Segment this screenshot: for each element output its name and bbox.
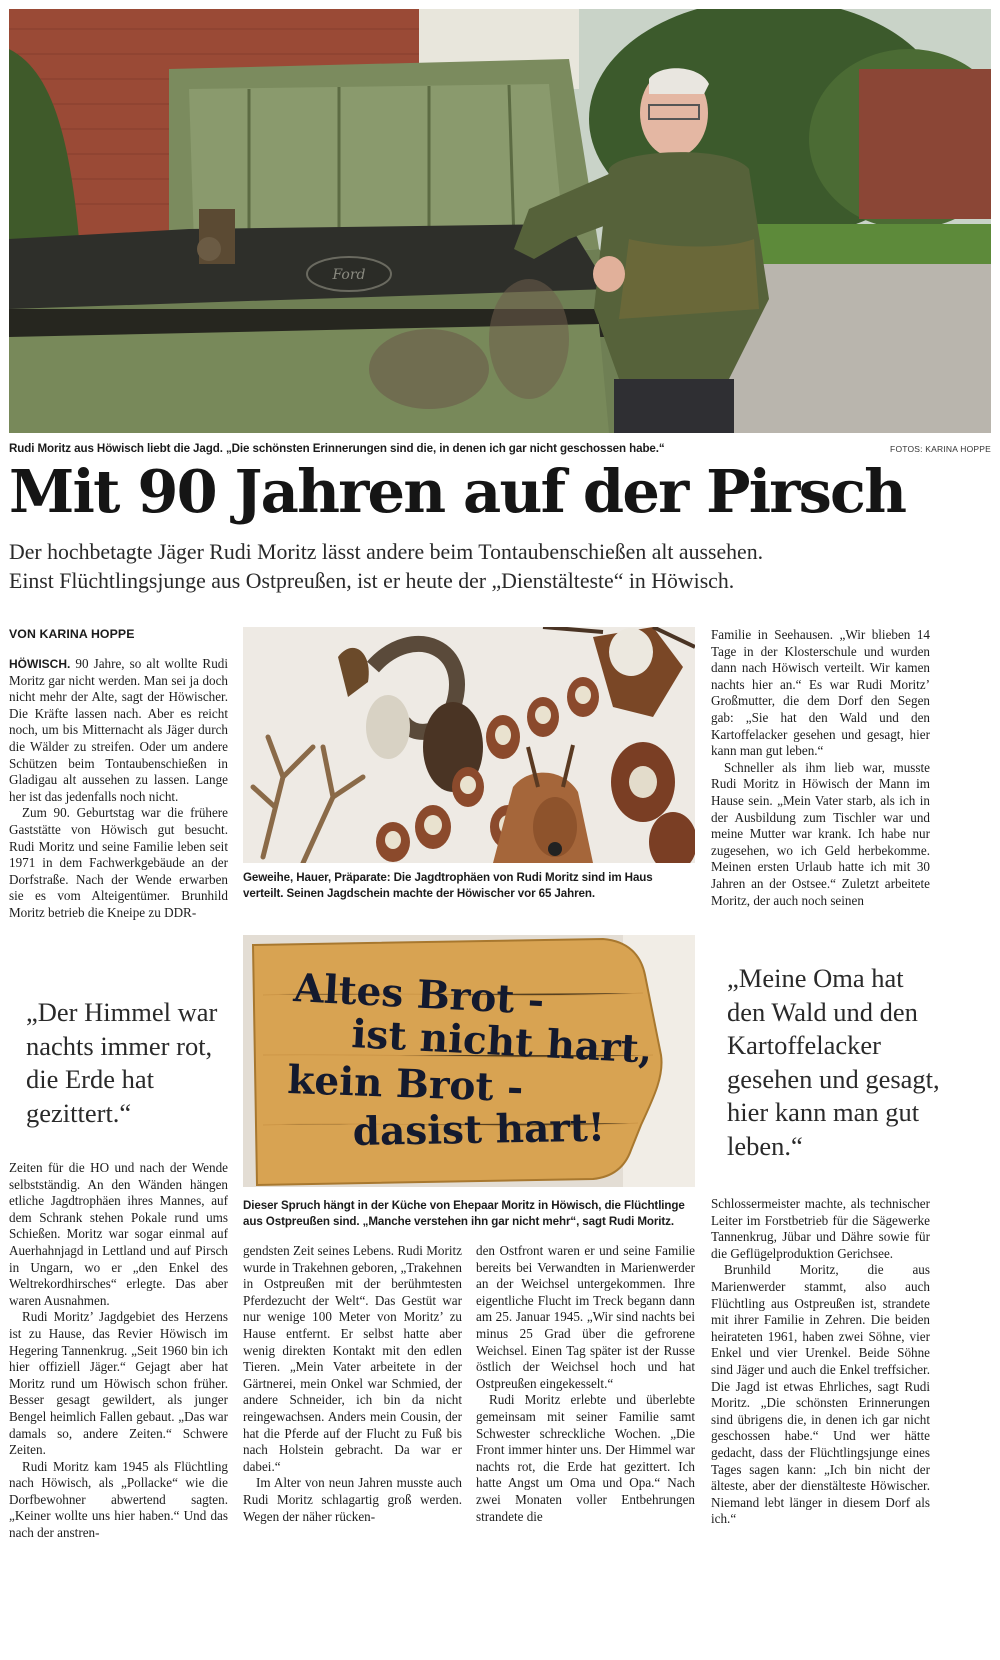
top-photo-caption: Rudi Moritz aus Höwisch liebt die Jagd. „Die schönsten Erinnerungen sind die, in denen ich gar nicht geschossen habe.“ [9, 442, 665, 455]
paragraph: den Ostfront waren er und seine Familie bereits bei Verwandten in Marienwerder an der Weichsel untergekommen. Ihre eigentliche Flucht im Treck begann dann am 25. Januar 1945. „Wir sind nachts bei minus 25 Grad über die gefrorene Weichsel. Einen Tag später ist der Russe östlich der Weichsel hoch und hat Ostpreußen eingekesselt.“ [476, 1243, 695, 1391]
paragraph: Zum 90. Geburtstag war die frühere Gaststätte von Höwisch gut besucht. Rudi Moritz und seine Familie leben seit 1971 in dem Fachwerkgebäude an der Dorfstraße. Nach der Wende erwarben sie es vom Alteigentümer. Brunhild Moritz betrieb die Kneipe zu DDR- [9, 805, 228, 920]
sign-photo [243, 935, 695, 1187]
trophy-photo [243, 627, 695, 863]
sign-text-line-3: kein Brot - [286, 1057, 525, 1112]
article-column-1-top [9, 656, 228, 922]
paragraph: Rudi Moritz kam 1945 als Flüchtling nach Höwisch, als „Pollacke“ wie die Dorfbewohner abwertend sagten. „Keiner wollte uns hier haben.“ Und das nach der anstren- [9, 1458, 228, 1541]
top-photo [9, 9, 991, 433]
paragraph: Rudi Moritz erlebte und überlebte gemeinsam mit seiner Familie samt Schwester schreckliche Wochen. „Die Front immer hinter uns. Der Himmel war nachts rot, die Erde hat gezittert. Ich hatte Angst um Oma und Opa.“ Nach zwei Monaten voller Entbehrungen strandete die [476, 1392, 695, 1524]
paragraph [9, 656, 228, 805]
truck-badge-text: Ford [332, 267, 366, 283]
dateline: HÖWISCH. [9, 657, 71, 671]
article-column-3-bottom [476, 1243, 695, 1525]
paragraph: Rudi Moritz’ Jagdgebiet des Herzens ist zu Hause, das Revier Höwisch im Hegering Tannenkrug. „Seit 1960 bin ich hier offiziell Jäger.“ Gejagt aber hat Moritz rund um Höwisch schon früher. Besser gesagt gewildert, als junger Bengel heimlich Fallen gebaut. „Das war damals so, andere Zeiten.“ Schwere Zeiten. [9, 1309, 228, 1458]
article-column-4-bottom [711, 1196, 930, 1528]
paragraph: Brunhild Moritz, die aus Marienwerder stammt, also auch Flüchtling aus Ostpreußen ist, strandete mit ihrer Familie in Zehren. Die beiden heirateten 1961, haben zwei Söhne, vier Enkel und vier Urenkel. Beide Söhne sind Jäger und auch die Enkel treffsicher. Die Jagd ist etwas Ehrliches, sagt Rudi Moritz. „Die schönsten Erinnerungen sind übrigens die, in denen ich gar nicht geschossen habe.“ Und wer hätte gedacht, dass der Flüchtlingsjunge eines Tages sagen kann: „Ich bin nicht der älteste, aber der dienstälteste Höwischer. Niemand lebt länger in diesem Dorf als ich.“ [711, 1262, 930, 1527]
paragraph: Schlossermeister machte, als technischer Leiter im Forstbetrieb für die Sägewerke Tannenkrug, Jübar und Dähre sowie für die Geflügelproduktion Gerichsee. [711, 1196, 930, 1261]
byline: VON KARINA HOPPE [9, 627, 135, 641]
sign-text-line-2: ist nicht hart, [350, 1011, 654, 1073]
paragraph: Zeiten für die HO und nach der Wende selbstständig. An den Wänden hängen etliche Jagdtrophäen ihres Mannes, auf dem Schrank stehen Pokale rund ums Schießen. Moritz war sogar einmal auf Auerhahnjagd in Lettland und auf Pirsch in Ungarn, wo er „den Enkel des Weltrekordhirsches“ erlegte. Das aber waren Ausnahmen. [9, 1160, 228, 1308]
article-column-1-bottom [9, 1160, 228, 1542]
pull-quote-left: „Der Himmel war nachts immer rot, die Erde hat gezittert.“ [26, 997, 218, 1128]
pull-quote-right: „Meine Oma hat den Wald und den Kartoffelacker gesehen und gesagt, hier kann man gut leben.“ [727, 963, 940, 1161]
paragraph: Schneller als ihm lieb war, musste Rudi Moritz in Höwisch der Mann im Hause sein. „Mein Vater starb, als ich in der Ausbildung zum Tischler war und meine Mutter war krank. Ich habe nur zugesehen, wo ich Geld herbekomme. Meinen ersten Urlaub hatte ich mit 30 Jahren an der Ostsee.“ Zuletzt arbeitete Moritz, der auch noch seinen [711, 759, 930, 908]
paragraph: Im Alter von neun Jahren musste auch Rudi Moritz schlagartig groß werden. Wegen der näher rücken- [243, 1475, 462, 1524]
photo-credit: FOTOS: KARINA HOPPE [890, 444, 991, 454]
paragraph: Familie in Seehausen. „Wir blieben 14 Tage in der Klosterschule und wurden dann nach Höwisch verteilt. Wir kamen nachts hier an.“ Es war Rudi Moritz’ Großmutter, die dem Dorf den Segen gab: „Sie hat den Wald und den Kartoffelacker gesehen und gesagt, hier kann man gut leben.“ [711, 627, 930, 759]
article-column-2-bottom [243, 1243, 462, 1525]
sign-text-line-1: Altes Brot - [292, 965, 546, 1025]
sign-text-line-4: dasist hart! [352, 1104, 606, 1155]
subhead-line-2: Einst Flüchtlingsjunge aus Ostpreußen, ist er heute der „Dienstälteste“ in Höwisch. [9, 569, 735, 593]
paragraph: gendsten Zeit seines Lebens. Rudi Moritz wurde in Trakehnen geboren, „Trakehnen in Ostpreußen mit der berühmtesten Pferdezucht der Welt“. Das Gestüt war nur wenige 100 Meter von Moritz’ zu Hause entfernt. Er selbst hatte aber wenig direkten Kontakt mit den edlen Tieren. „Mein Vater arbeitete in der Gärtnerei, mein Onkel war Schmied, der andere Schneider, ich bin da nicht reingewachsen. Anders mein Cousin, der hat die Pferde auf der Flucht zu Fuß bis nach Holstein gebracht. Da war er dabei.“ [243, 1243, 462, 1474]
paragraph-text: 90 Jahre, so alt wollte Rudi Moritz gar nicht werden. Man sei ja doch nicht mehr der Alte, sagt der Höwischer. Die Kräfte lassen nach. Aber es reicht noch, um bis Mitternacht als Jäger durch die Wälder zu streifen. Oder um andere Schützen beim Tontaubenschießen in Gladigau alt aussehen zu lassen. Lange her ist das jedenfalls noch nicht. [9, 656, 228, 804]
headline: Mit 90 Jahren auf der Pirsch [9, 457, 906, 526]
subhead-line-1: Der hochbetagte Jäger Rudi Moritz lässt andere beim Tontaubenschießen alt aussehen. [9, 540, 764, 564]
trophy-photo-caption: Geweihe, Hauer, Präparate: Die Jagdtrophäen von Rudi Moritz sind im Haus verteilt. Seinen Jagdschein machte der Höwischer vor 65 Jahren. [243, 871, 653, 900]
sign-photo-caption: Dieser Spruch hängt in der Küche von Ehepaar Moritz in Höwisch, die Flüchtlinge aus Ostpreußen sind. „Manche verstehen ihn gar nicht mehr“, sagt Rudi Moritz. [243, 1199, 685, 1228]
article-column-4-top [711, 627, 930, 909]
